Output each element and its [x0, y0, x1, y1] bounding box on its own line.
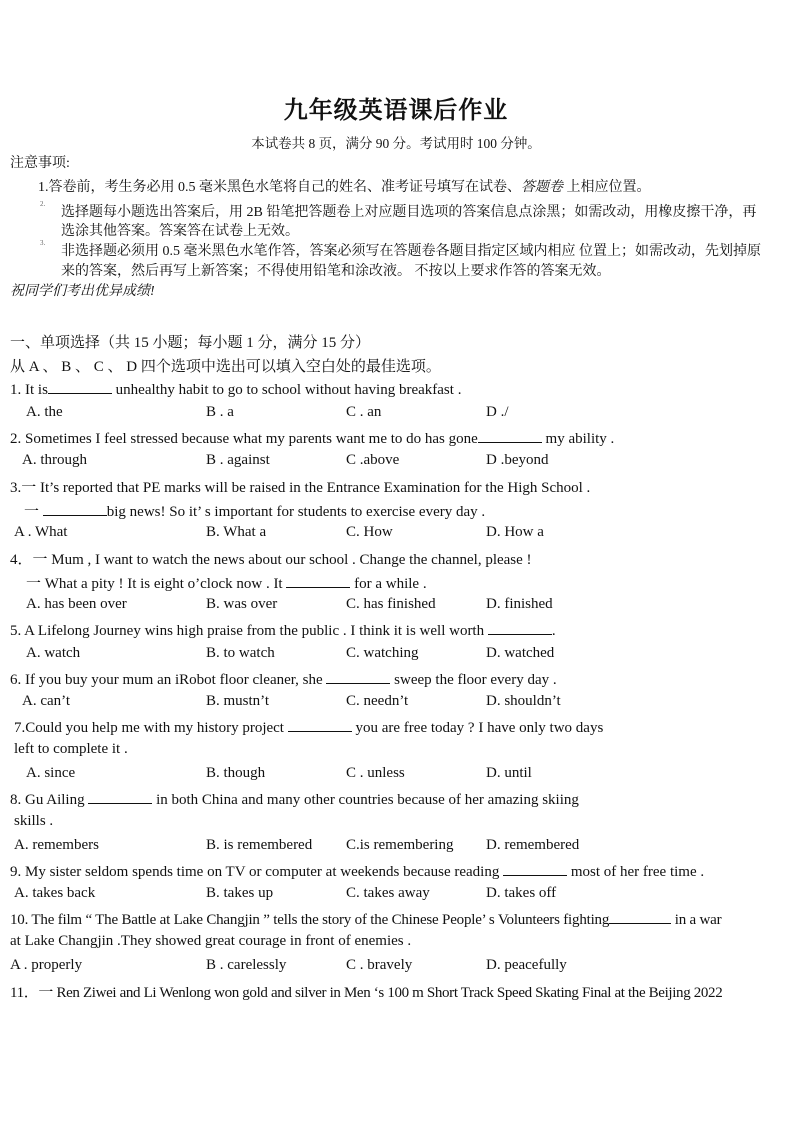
option-a: A. through [22, 452, 87, 468]
q4-reply-end: for a while . [350, 576, 427, 592]
option-d: D. shouldn’t [486, 693, 561, 709]
note-3-line-1: 非选择题必须用 0.5 毫米黑色水笔作答，答案必须写在答题卷各题目指定区域内相应 位置上；如需改动，先划掉原 [61, 244, 761, 259]
option-a: A. takes back [14, 885, 96, 901]
option-a: A. remembers [14, 837, 99, 853]
option-a: A. has been over [26, 596, 127, 612]
option-a: A. can’t [22, 693, 71, 709]
q8-stem-end: in both China and many other countries because of her amazing skiing [152, 792, 579, 808]
option-d: D. until [486, 765, 532, 781]
option-a: A . properly [10, 957, 83, 973]
note-1 [38, 176, 651, 196]
notes-heading: 注意事项: [10, 156, 70, 171]
option-c: C .above [346, 452, 400, 468]
option-d: D. peacefully [486, 957, 567, 973]
question-5 [10, 620, 556, 640]
page-title: 九年级英语课后作业 [283, 98, 509, 124]
option-c: C. watching [346, 645, 419, 661]
answer-blank [326, 669, 390, 684]
option-c: C. needn’t [346, 693, 409, 709]
q2-stem: 2. Sometimes I feel stressed because what my parents want me to do has gone [10, 431, 478, 447]
option-a: A. since [26, 765, 76, 781]
option-c: C . an [346, 404, 382, 420]
option-b: B . a [206, 404, 234, 420]
question-1 [10, 379, 461, 399]
option-b: B. though [206, 765, 266, 781]
q4-reply-start: 一 What a pity ! It is eight o’clock now . It [26, 576, 287, 592]
option-b: B. mustn’t [206, 693, 270, 709]
question-7 [14, 717, 603, 737]
question-4: 4．一 Mum , I want to watch the news about our school . Change the channel, please ! [10, 552, 532, 568]
option-d: D .beyond [486, 452, 549, 468]
option-b: B . against [206, 452, 270, 468]
q1-stem-end: unhealthy habit to go to school without having breakfast . [111, 382, 462, 398]
note-1-emphasis: 答题卷 [521, 180, 563, 195]
option-b: B. What a [206, 524, 267, 540]
question-10-continued: at Lake Changjin .They showed great courage in front of enemies . [10, 933, 412, 949]
question-2 [10, 428, 614, 448]
question-10 [10, 909, 721, 929]
q2-stem-end: my ability . [541, 431, 615, 447]
question-3-reply [24, 500, 485, 521]
question-11: 11．一 Ren Ziwei and Li Wenlong won gold and silver in Men ‘s 100 m Short Track Speed Skating Final at the Beijing 2022 [10, 985, 723, 1001]
q10-stem: 10. The film “ The Battle at Lake Changjin ” tells the story of the Chinese People’ s Volunteers fighting [10, 912, 610, 928]
note-1-text: 1.答卷前，考生务必用 0.5 毫米黑色水笔将自己的姓名、准考证号填写在试卷、 [38, 180, 521, 195]
option-c: C. has finished [346, 596, 436, 612]
note-2-number: 2. [40, 200, 46, 208]
note-2-line-1: 选择题每小题选出答案后，用 2B 铅笔把答题卷上对应题目选项的答案信息点涂黑；如需改动，用橡皮擦干净，再 [61, 205, 757, 220]
section-heading: 一、单项选择（共 15 小题；每小题 1 分，满分 15 分） [10, 335, 371, 351]
note-1-end: 上相应位置。 [563, 180, 651, 195]
q9-stem: 9. My sister seldom spends time on TV or computer at weekends because reading [10, 864, 504, 880]
answer-blank [488, 620, 552, 635]
q5-stem-end: . [551, 623, 556, 639]
q9-stem-end: most of her free time . [567, 864, 705, 880]
option-c: C . bravely [346, 957, 413, 973]
q5-stem: 5. A Lifelong Journey wins high praise from the public . I think it is well worth [10, 623, 488, 639]
q7-stem-end: you are free today ? I have only two days [351, 720, 604, 736]
option-c: C. takes away [346, 885, 430, 901]
question-7-continued: left to complete it . [14, 741, 128, 757]
q3-reply-start: 一 [24, 504, 43, 520]
question-9 [10, 861, 704, 881]
note-3-number: 3. [40, 239, 46, 247]
question-6 [10, 669, 557, 689]
note-2-line-2: 选涂其他答案。答案答在试卷上无效。 [61, 224, 299, 239]
option-b: B. is remembered [206, 837, 313, 853]
option-b: B. to watch [206, 645, 275, 661]
question-8 [10, 789, 579, 809]
q10-stem-end: in a war [671, 912, 722, 928]
q8-stem: 8. Gu Ailing [10, 792, 89, 808]
option-d: D. remembered [486, 837, 580, 853]
option-d: D. watched [486, 645, 555, 661]
option-b: B . carelessly [206, 957, 287, 973]
note-3-line-2: 来的答案，然后再写上新答案；不得使用铅笔和涂改液。 不按以上要求作答的答案无效。 [61, 264, 611, 279]
answer-blank [43, 501, 107, 516]
option-a: A . What [14, 524, 68, 540]
exam-info: 本试卷共 8 页，满分 90 分。考试用时 100 分钟。 [251, 136, 541, 151]
option-c: C . unless [346, 765, 405, 781]
q6-stem-end: sweep the floor every day . [390, 672, 557, 688]
wish-text: 祝同学们考出优异成绩! [10, 284, 155, 299]
q1-stem: 1. It is [10, 382, 48, 398]
answer-blank [503, 861, 567, 876]
question-3: 3.一 It’s reported that PE marks will be raised in the Entrance Examination for the High School . [10, 480, 591, 496]
option-d: D. takes off [486, 885, 557, 901]
answer-blank [88, 789, 152, 804]
answer-blank [478, 428, 542, 443]
answer-blank [609, 909, 671, 924]
question-4-reply [26, 572, 427, 593]
q6-stem: 6. If you buy your mum an iRobot floor cleaner, she [10, 672, 327, 688]
option-c: C. How [346, 524, 393, 540]
option-b: B. takes up [206, 885, 274, 901]
answer-blank [286, 573, 350, 588]
option-d: D ./ [486, 404, 509, 420]
q7-stem: 7.Could you help me with my history project [14, 720, 288, 736]
option-d: D. finished [486, 596, 553, 612]
answer-blank [48, 379, 112, 394]
q3-reply-end: big news! So it’ s important for students to exercise every day . [106, 504, 486, 520]
question-8-continued: skills . [14, 813, 54, 829]
section-instruction: 从 A 、 B 、 C 、 D 四个选项中选出可以填入空白处的最佳选项。 [10, 359, 441, 375]
option-d: D. How a [486, 524, 544, 540]
option-a: A. watch [26, 645, 81, 661]
option-c: C.is remembering [346, 837, 454, 853]
answer-blank [288, 717, 352, 732]
option-a: A. the [26, 404, 63, 420]
option-b: B. was over [206, 596, 278, 612]
